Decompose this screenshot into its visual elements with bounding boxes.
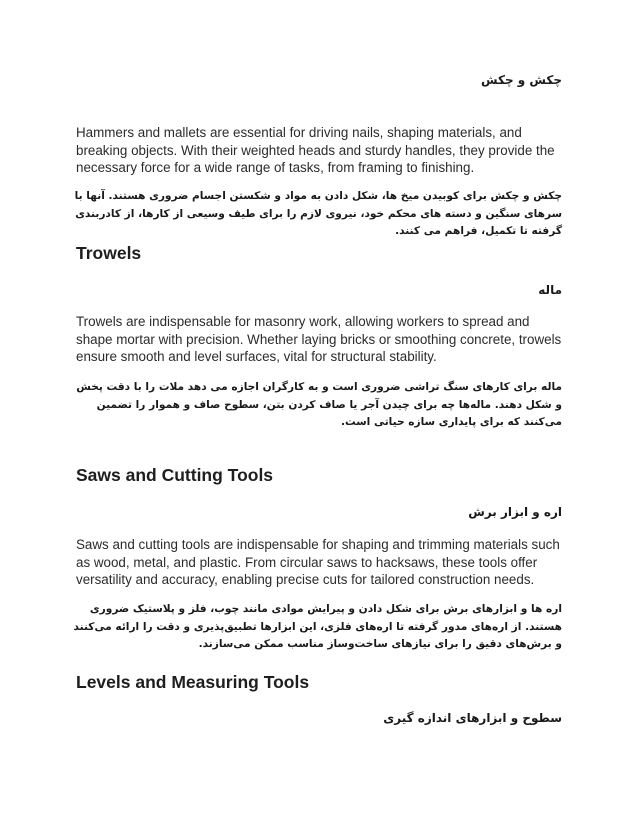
paragraph-en-trowels: Trowels are indispensable for masonry work, allowing workers to spread and shape mortar with precision. Whether laying bricks or smoothing concrete, trowels ensure smooth and level surfaces, vital for structural stability. [76,314,562,364]
section-heading-saws: Saws and Cutting Tools [76,465,274,485]
paragraph-fa-saws: اره ها و ابزارهای برش برای شکل دادن و پیرایش موادی مانند چوب، فلز و پلاستیک ضروری هستند. از اره‌های مدور گرفته تا اره‌های فلزی، این ابزارها تطبیق‌پذیری و دقت را ارائه می‌کنند و برش‌های دقیق را برای نیازهای ساخت‌وساز مناسب ممکن می‌سازند. [73,603,562,650]
paragraph-en-hammers: Hammers and mallets are essential for driving nails, shaping materials, and breaking objects. With their weighted heads and sturdy handles, they provide the necessary force for a wide range of tasks, from framing to finishing. [76,125,555,175]
section-heading-fa-trowels: ماله [538,283,562,297]
section-heading-fa-levels: سطوح و ابزارهای اندازه گیری [383,711,562,725]
section-heading-trowels: Trowels [76,243,142,263]
paragraph-fa-hammers: چکش و چکش برای کوبیدن میخ ها، شکل دادن به مواد و شکستن اجسام ضروری هستند. آنها با سرهای سنگین و دسته های محکم خود، نیروی لازم را برای طیف وسیعی از کارها، از کادربندی گرفته تا تکمیل، فراهم می کنند. [74,190,562,237]
section-heading-levels: Levels and Measuring Tools [76,672,310,692]
section-heading-fa-saws: اره و ابزار برش [468,505,562,519]
paragraph-fa-trowels: ماله برای کارهای سنگ تراشی ضروری است و به کارگران اجازه می دهد ملات را با دقت پخش و شکل دهند. ماله‌ها چه برای چیدن آجر یا صاف کردن بتن، سطوح صاف و هموار را تضمین می‌کنند که برای پایداری سازه حیاتی است. [76,381,562,428]
paragraph-en-saws: Saws and cutting tools are indispensable for shaping and trimming materials such as wood, metal, and plastic. From circular saws to hacksaws, these tools offer versatility and accuracy, enabling precise cuts for tailored construction needs. [76,537,560,587]
section-heading-fa-hammers: چکش و چکش [481,73,562,87]
